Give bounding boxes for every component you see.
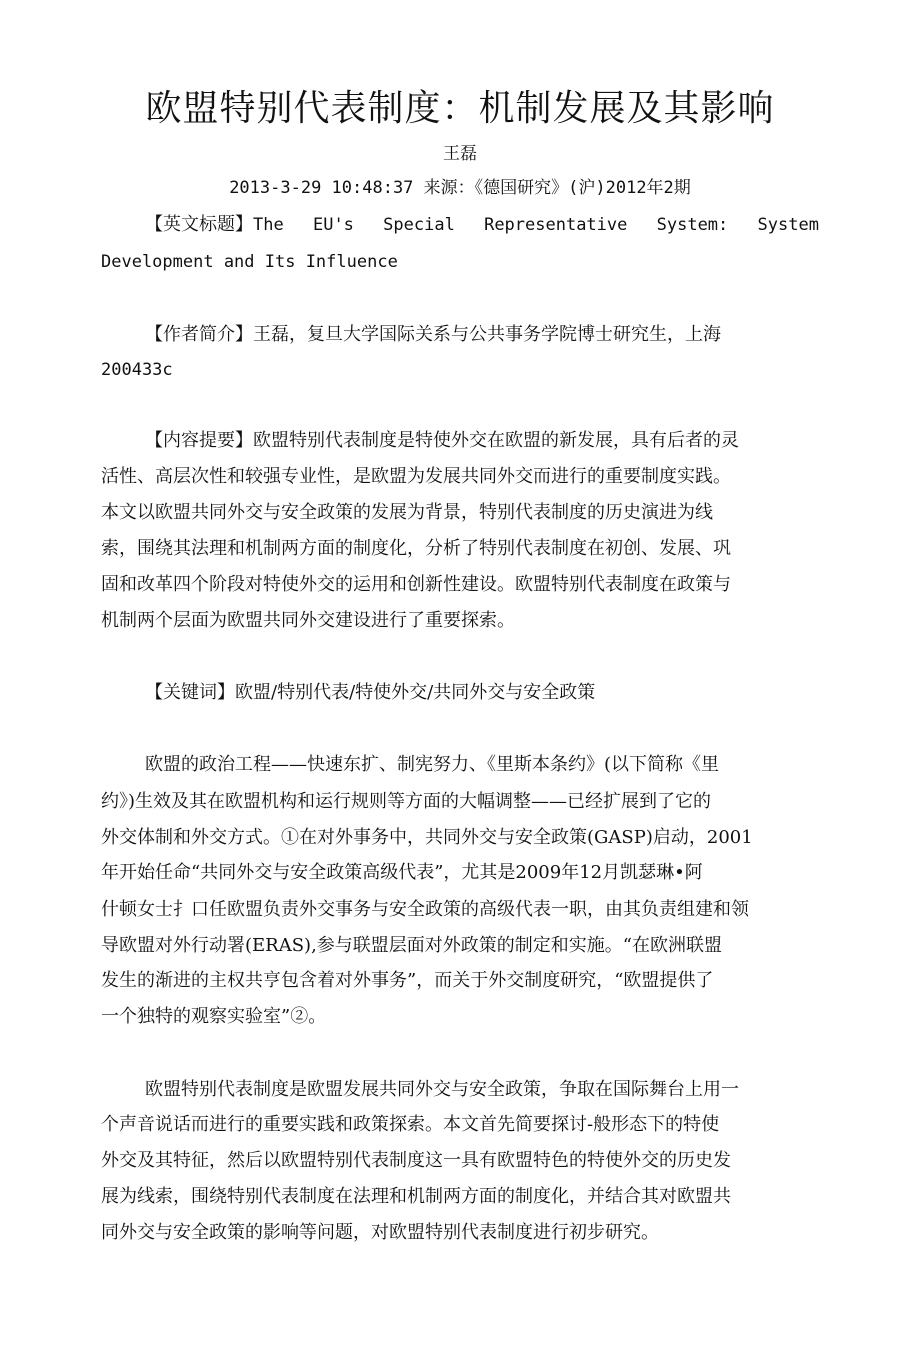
body-line: 展为线索，围绕特别代表制度在法理和机制两方面的制度化，并结合其对欧盟共: [101, 1186, 731, 1207]
english-title-word: Representative: [484, 215, 628, 235]
body-line: 欧盟特别代表制度是欧盟发展共同外交与安全政策，争取在国际舞台上用一: [145, 1079, 739, 1100]
body-line: 约》)生效及其在欧盟机构和运行规则等方面的大幅调整——已经扩展到了它的: [101, 791, 712, 812]
english-title-label: 【英文标题】: [145, 214, 253, 235]
article-author: 王磊: [443, 144, 477, 164]
body-line: 什顿女士扌口任欧盟负责外交事务与安全政策的高级代表一职，由其负责组建和领: [101, 899, 749, 920]
english-title-word: The: [253, 215, 284, 235]
body-line: 一个独特的观察实验室”②。: [101, 1006, 327, 1027]
author-bio-line-2: 200433c: [101, 360, 173, 380]
english-title-word: Special: [383, 215, 455, 235]
article-meta: 2013-3-29 10:48:37 来源：《德国研究》(沪)2012年2期: [229, 178, 691, 198]
body-line: 导欧盟对外行动署(ERAS),参与联盟层面对外政策的制定和实施。“在欧洲联盟: [101, 935, 722, 956]
abstract-line: 【内容提要】欧盟特别代表制度是特使外交在欧盟的新发展，具有后者的灵: [145, 430, 739, 451]
abstract-line: 固和改革四个阶段对特使外交的运用和创新性建设。欧盟特别代表制度在政策与: [101, 574, 731, 595]
keywords-line: 【关键词】欧盟/特别代表/特使外交/共同外交与安全政策: [145, 682, 596, 703]
english-title-word: System:: [656, 215, 729, 235]
english-title-word: EU's: [312, 215, 354, 235]
english-title-line-1: [145, 212, 819, 238]
abstract-line: 活性、高层次性和较强专业性，是欧盟为发展共同外交而进行的重要制度实践。: [101, 466, 731, 487]
body-line: 同外交与安全政策的影响等问题，对欧盟特别代表制度进行初步研究。: [101, 1222, 659, 1243]
author-bio-line-1: 【作者简介】王磊，复旦大学国际关系与公共事务学院博士研究生，上海: [145, 324, 721, 345]
body-line: 个声音说话而进行的重要实践和政策探索。本文首先简要探讨-般形态下的特使: [101, 1114, 720, 1135]
body-line: 发生的渐进的主权共亨包含着对外事务”，而关于外交制度研究，“欧盟提供了: [101, 970, 714, 991]
body-line: 欧盟的政治工程——快速东扩、制宪努力、《里斯本条约》(以下简称《里: [145, 754, 720, 775]
article-title: 欧盟特别代表制度：机制发展及其影响: [145, 88, 775, 129]
abstract-line: 索，围绕其法理和机制两方面的制度化，分析了特别代表制度在初创、发展、巩: [101, 538, 731, 559]
body-line: 年开始任命“共同外交与安全政策高级代表”，尤其是2009年12月凯瑟琳•阿: [101, 862, 703, 883]
abstract-line: 本文以欧盟共同外交与安全政策的发展为背景，特别代表制度的历史演进为线: [101, 502, 713, 523]
body-line: 外交及其特征，然后以欧盟特别代表制度这一具有欧盟特色的特使外交的历史发: [101, 1150, 731, 1171]
abstract-line: 机制两个层面为欧盟共同外交建设进行了重要探索。: [101, 610, 515, 631]
english-title-word: System: [757, 215, 819, 235]
english-title-line-2: Development and Its Influence: [101, 252, 398, 272]
body-line: 外交体制和外交方式。①在对外事务中，共同外交与安全政策(GASP)启动，2001: [101, 827, 753, 848]
